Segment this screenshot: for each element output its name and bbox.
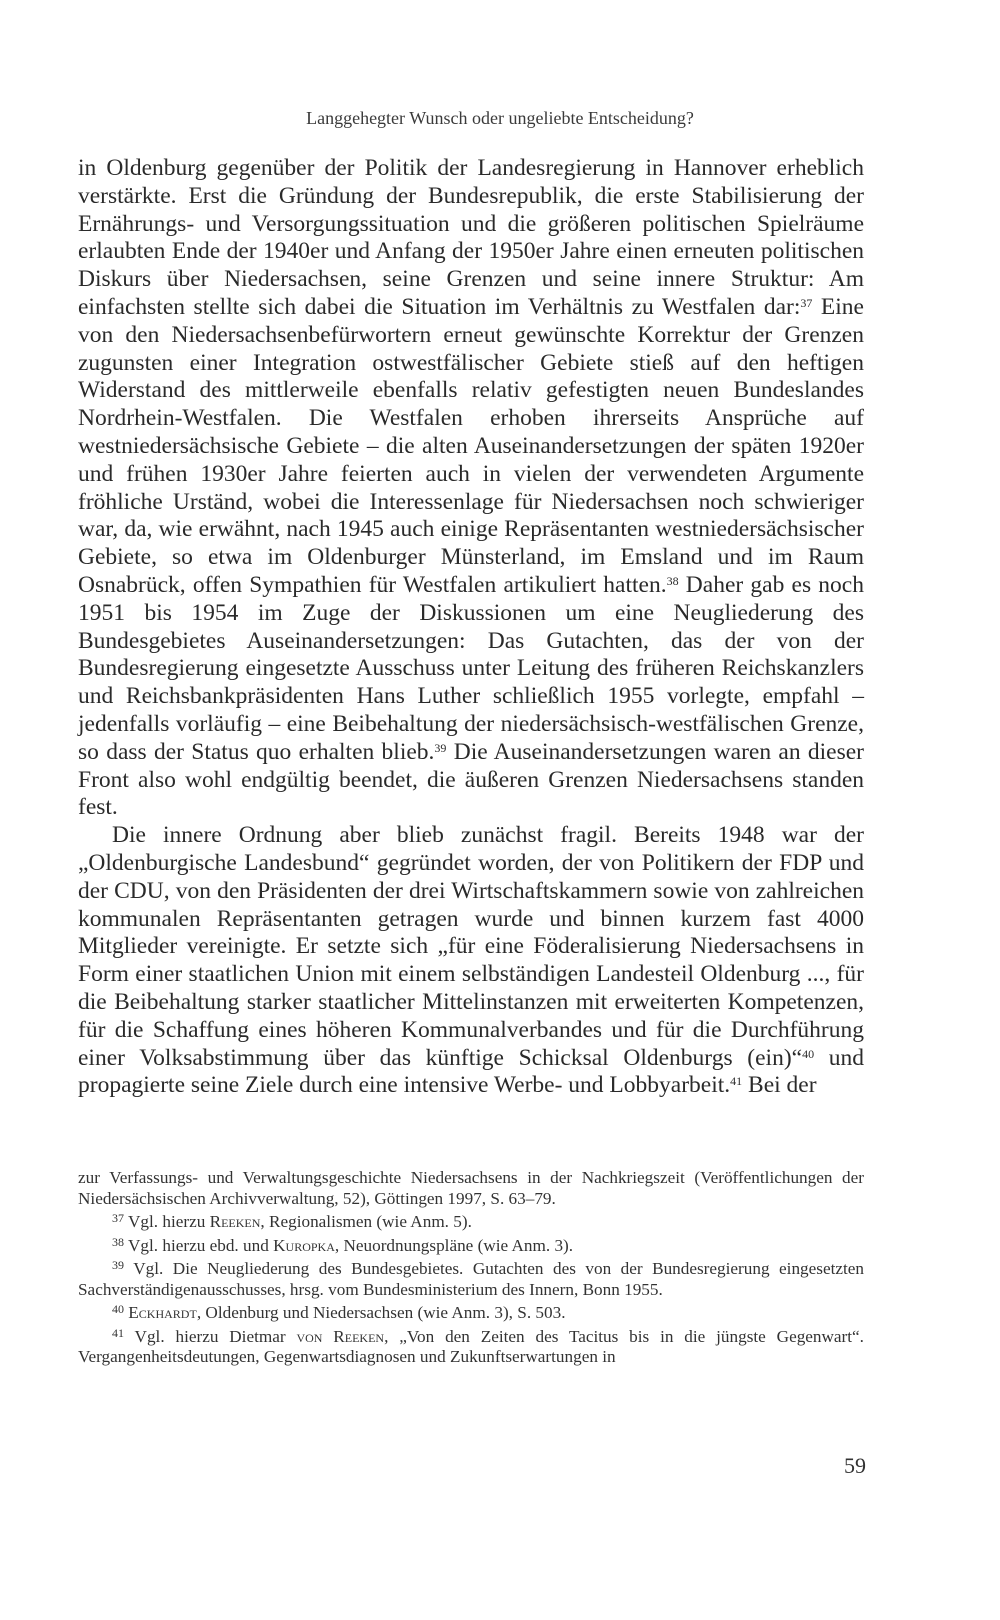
footnote-text: Vgl. hierzu Dietmar xyxy=(134,1326,297,1346)
paragraph-2 xyxy=(78,822,864,1100)
footnote-number: 39 xyxy=(112,1258,124,1272)
footnote-38 xyxy=(78,1236,864,1257)
footnote-ref-40[interactable]: 40 xyxy=(802,1046,815,1061)
paragraph-1-text-d: Die Auseinandersetzungen waren an dieser Front also wohl endgültig beendet, die äußeren Grenzen Niedersachsens standen fest. xyxy=(78,738,864,821)
paragraph-2-text-b: und propagierte seine Ziele durch eine intensive Werbe- und Lobbyarbeit. xyxy=(78,1044,865,1099)
footnote-number: 40 xyxy=(112,1302,124,1316)
footnote-author: Eckhardt xyxy=(128,1303,197,1322)
paragraph-2-text-a: Die innere Ordnung aber blieb zunächst fragil. Bereits 1948 war der „Oldenburgische Landesbund“ gegründet worden, der von Politikern der FDP und der CDU, von den Präsidenten der drei Wirtschaftskammern sowie von zahlreichen kommunalen Repräsentanten getragen wurde und binnen kurzem fast 4000 Mitglieder vereinigte. Er setzte sich „für eine Föderalisierung Niedersachsens in Form einer staatlichen Union mit einem selbständigen Landesteil Oldenburg ..., für die Beibehaltung starker staatlicher Mittelinstanzen mit erweiterten Kompetenzen, für die Schaffung eines höheren Kommunalverbandes und für die Durchführung einer Volksabstimmung über das künftige Schicksal Oldenburgs (ein)“ xyxy=(78,822,864,1071)
footnote-39 xyxy=(78,1259,864,1300)
footnote-text: Vgl. hierzu ebd. und xyxy=(128,1235,274,1255)
paragraph-1 xyxy=(78,155,864,822)
paragraph-1-text-c: Daher gab es noch 1951 bis 1954 im Zuge der Diskussionen um eine Neugliederung des Bundesgebietes Auseinandersetzungen: Das Gutachten, das der von der Bundesregierung eingesetzte Ausschuss unter Leitung des früheren Reichskanzlers und Reichsbankpräsidenten Hans Luther schließlich 1955 vorlegte, empfahl – jedenfalls vorläufig – eine Beibehaltung der niedersächsisch-westfälischen Grenze, so dass der Status quo erhalten blieb. xyxy=(78,571,864,765)
footnotes xyxy=(78,1168,864,1371)
page-number: 59 xyxy=(844,1453,866,1478)
footnote-continuation: zur Verfassungs- und Verwaltungsgeschichte Niedersachsens in der Nachkriegszeit (Veröffentlichungen der Niedersächsischen Archivverwaltung, 52), Göttingen 1997, S. 63–79. xyxy=(78,1168,864,1208)
footnote-number: 37 xyxy=(112,1211,124,1225)
footnote-text: , Regionalismen (wie Anm. 5). xyxy=(260,1212,472,1231)
paragraph-1-text-a: in Oldenburg gegenüber der Politik der Landesregierung in Hannover erheblich verstärkte. Erst die Gründung der Bundesrepublik, die erste Stabilisierung der Ernährungs- und Versorgungssituation und die größeren politischen Spielräume erlaubten Ende der 1940er und Anfang der 1950er Jahre einen erneuten politischen Diskurs über Niedersachsen, seine Grenzen und seine innere Struktur: Am einfachsten stellte sich dabei die Situation im Verhältnis zu Westfalen dar: xyxy=(78,155,864,320)
footnote-40 xyxy=(78,1303,864,1324)
footnote-ref-39[interactable]: 39 xyxy=(434,740,447,755)
footnote-text: , Neuordnungspläne (wie Anm. 3). xyxy=(334,1235,574,1255)
footnote-text: , „Von den Zeiten des Tacitus bis in die jüngste Gegenwart“. Vergangenheitsdeutungen, Gegenwartsdiagnosen und Zukunftserwartungen in xyxy=(78,1326,864,1366)
paragraph-2-text-c: Bei der xyxy=(742,1072,817,1099)
footnote-ref-38[interactable]: 38 xyxy=(666,573,679,588)
footnote-text: Vgl. hierzu xyxy=(128,1212,210,1231)
running-head: Langgehegter Wunsch oder ungeliebte Entscheidung? xyxy=(306,108,694,128)
footnote-ref-37[interactable]: 37 xyxy=(800,295,813,310)
footnote-number: 38 xyxy=(112,1234,124,1249)
footnote-author: von Reeken xyxy=(296,1326,385,1346)
footnote-author: Reeken xyxy=(209,1212,261,1231)
footnote-text: Vgl. Die Neugliederung des Bundesgebietes. Gutachten des von der Bundesregierung eingesetzten Sachverständigenausschusses, hrsg. vom Bundesministerium des Innern, Bonn 1955. xyxy=(78,1259,864,1299)
footnote-author: Kuropka xyxy=(273,1235,335,1255)
paragraph-1-text-b: Eine von den Niedersachsenbefürwortern erneut gewünschte Korrektur der Grenzen zugunsten einer Integration ostwestfälischer Gebiete stieß auf den heftigen Widerstand des mittlerweile ebenfalls relativ gefestigten neuen Bundeslandes Nordrhein-Westfalen. Die Westfalen erhoben ihrerseits Ansprüche auf westniedersächsische Gebiete – die alten Auseinandersetzungen der späten 1920er und frühen 1930er Jahre feierten auch in vielen der verwendeten Argumente fröhliche Urständ, wobei die Interessenlage für Niedersachsen noch schwieriger war, da, wie erwähnt, nach 1945 auch einige Repräsentanten westniedersächsischer Gebiete, so etwa im Oldenburger Münsterland, im Emsland und im Raum Osnabrück, offen Sympathien für Westfalen artikuliert hatten. xyxy=(78,293,864,598)
main-text xyxy=(78,155,864,1100)
footnote-number: 41 xyxy=(112,1325,124,1340)
footnote-41 xyxy=(78,1327,864,1368)
footnote-ref-41[interactable]: 41 xyxy=(730,1074,743,1089)
footnote-37 xyxy=(78,1212,864,1233)
footnote-text: , Oldenburg und Niedersachsen (wie Anm. 3), S. 503. xyxy=(196,1303,566,1322)
